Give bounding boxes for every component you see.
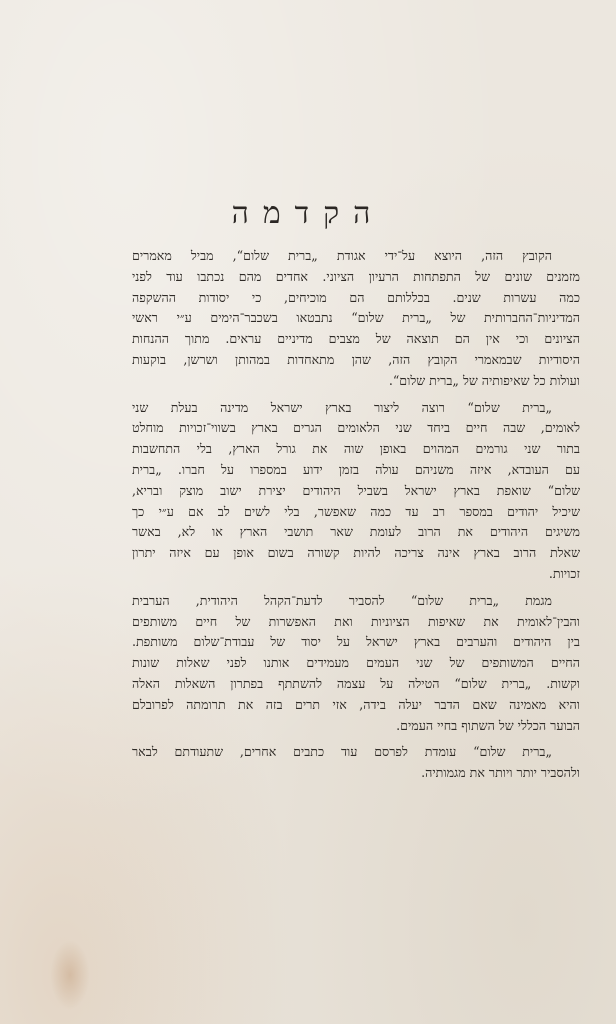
text-line: מגמת „ברית שלום“ להסביר לדעת־הקהל היהודית, הערבית [132, 592, 552, 608]
text-line: „ברית שלום“ רוצה ליצור בארץ ישראל מדינה בעלת שני [132, 399, 552, 415]
paragraph-2 [132, 398, 580, 585]
text-line: משיגים היהודים את הרוב לעומת שאר תושבי הארץ או לא, באשר [132, 524, 580, 540]
text-line: וקשות. „ברית שלום“ הטילה על עצמה להשתתף בפתרון השאלות האלה [132, 675, 580, 691]
text-line: היסודיות שבמאמרי הקובץ הזה, שהן מתאחדות במהותן ושרשן, בוקעות [132, 351, 580, 367]
text-line: הקובץ הזה, היוצא על־ידי אגודת „ברית שלום“, מביל מאמרים [132, 248, 552, 263]
text-line: מזמנים שונים של התפתחות הרעיון הציוני. אחדים מהם נכתבו עוד לפני [132, 268, 580, 284]
text-line: כמה עשרות שנים. בכללותם הם מוכיחים, כי יסודות ההשקפה [132, 289, 580, 305]
paragraph-4 [132, 742, 580, 784]
paper-stain [50, 940, 90, 1010]
text-line: זכויות. [548, 565, 580, 581]
text-line: שיכיל יהודים במספר רב עד כמה שאפשר, בלי לשים לב אם ע״י כך [132, 503, 580, 519]
text-line: והבין־לאומית את שאיפות הציוניות ואת האפשרות של חיים משותפים [132, 613, 580, 629]
text-line: והיא מאמינה שאם הדבר יעלה בידה, אזי תרים בזה את תרומתה לפרובלם [132, 696, 580, 712]
text-line: בין היהודים והערבים בארץ ישראל על יסוד של עבודת־שלום משותפת. [132, 634, 580, 650]
body-text [132, 246, 580, 784]
text-line: הבוער הכללי של השתוף בחיי העמים. [396, 717, 580, 733]
text-line: החיים המשותפים של שני העמים מעמידים אותנו לפני שאלות שונות [132, 655, 580, 671]
text-line: שלום“ שואפת בארץ ישראל בשביל היהודים יצירת ישוב מוצק ובריא, [132, 482, 580, 498]
text-line: עם העובדא, איזה משניהם עולה בזמן ידוע במספרו על חברו. „ברית [132, 461, 580, 477]
text-line: שאלת הרוב בארץ אינה צריכה להיות קשורה בשום אופן עם איזה יתרון [132, 545, 580, 561]
text-line: המדיניות־החברותית של „ברית שלום“ נתבטאו בשכבר־הימים ע״י ראשי [132, 310, 580, 326]
text-line: לאומים, שבה חיים ביחד שני הלאומים הגרים בארץ בשווי־זכויות מוחלט [132, 420, 580, 436]
text-line: ולהסביר יותר ויותר את מגמותיה. [421, 765, 580, 781]
text-line: ועולות כל שאיפותיה של „ברית שלום“. [388, 372, 580, 388]
paragraph-3 [132, 591, 580, 737]
page-title: הקדמה [231, 196, 385, 231]
text-line: בתור שני גורמים המהוים באופן שוה את גורל הארץ, בלי התחשבות [132, 441, 580, 457]
text-line: הציונים וכי אין הם תוצאה של מצבים מדיניים עראים. מתוך ההנחות [132, 331, 580, 347]
text-line: „ברית שלום“ עומדת לפרסם עוד כתבים אחרים, שתעודתם לבאר [132, 744, 552, 760]
paragraph-1 [132, 246, 580, 392]
